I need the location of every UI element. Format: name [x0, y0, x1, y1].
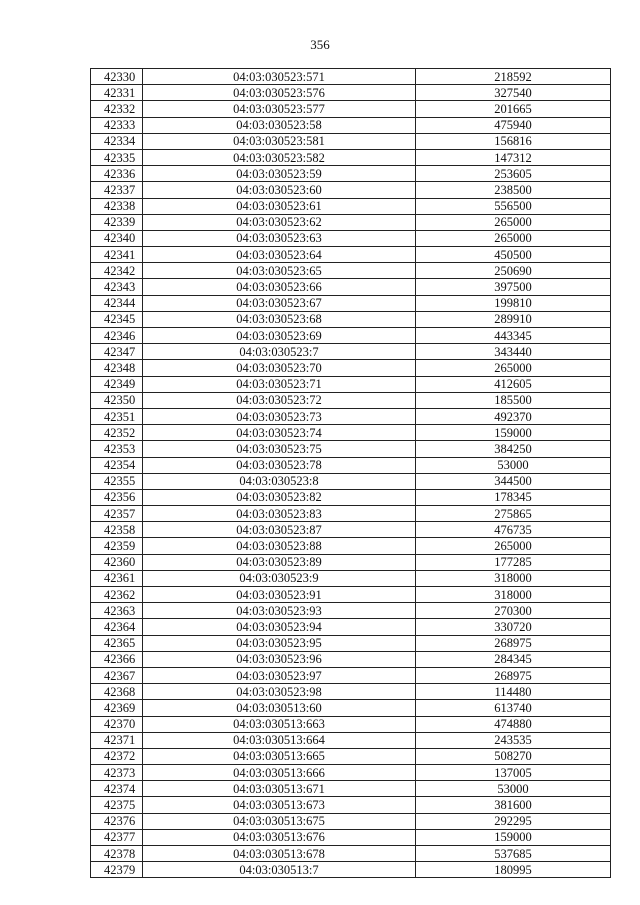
cadastral-number-cell: 04:03:030523:577 — [143, 101, 416, 117]
table-row — [91, 344, 611, 360]
table-row — [91, 230, 611, 246]
table-row — [91, 651, 611, 667]
cadastral-number-cell: 04:03:030523:66 — [143, 279, 416, 295]
table-row — [91, 570, 611, 586]
cadastral-number-cell: 04:03:030513:675 — [143, 813, 416, 829]
cadastral-value-cell: 147312 — [416, 149, 611, 165]
table-row — [91, 101, 611, 117]
table-row — [91, 408, 611, 424]
row-number-cell: 42366 — [91, 651, 143, 667]
cadastral-number-cell: 04:03:030523:73 — [143, 408, 416, 424]
cadastral-value-cell: 344500 — [416, 473, 611, 489]
row-number-cell: 42346 — [91, 328, 143, 344]
table-row — [91, 813, 611, 829]
table-row — [91, 829, 611, 845]
row-number-cell: 42354 — [91, 457, 143, 473]
cadastral-value-cell: 218592 — [416, 69, 611, 85]
table-row — [91, 328, 611, 344]
cadastral-number-cell: 04:03:030523:7 — [143, 344, 416, 360]
table-row — [91, 619, 611, 635]
row-number-cell: 42368 — [91, 684, 143, 700]
table-row — [91, 587, 611, 603]
cadastral-value-cell: 270300 — [416, 603, 611, 619]
cadastral-value-cell: 265000 — [416, 360, 611, 376]
cadastral-number-cell: 04:03:030513:60 — [143, 700, 416, 716]
cadastral-value-cell: 475940 — [416, 117, 611, 133]
cadastral-value-cell: 265000 — [416, 230, 611, 246]
row-number-cell: 42367 — [91, 667, 143, 683]
cadastral-value-cell: 284345 — [416, 651, 611, 667]
row-number-cell: 42374 — [91, 781, 143, 797]
table-row — [91, 441, 611, 457]
row-number-cell: 42370 — [91, 716, 143, 732]
row-number-cell: 42345 — [91, 311, 143, 327]
table-row — [91, 279, 611, 295]
table-row — [91, 247, 611, 263]
cadastral-number-cell: 04:03:030513:671 — [143, 781, 416, 797]
table-row — [91, 765, 611, 781]
row-number-cell: 42348 — [91, 360, 143, 376]
row-number-cell: 42340 — [91, 230, 143, 246]
row-number-cell: 42336 — [91, 166, 143, 182]
cadastral-number-cell: 04:03:030523:97 — [143, 667, 416, 683]
cadastral-number-cell: 04:03:030513:664 — [143, 732, 416, 748]
cadastral-number-cell: 04:03:030523:89 — [143, 554, 416, 570]
cadastral-number-cell: 04:03:030523:576 — [143, 85, 416, 101]
cadastral-number-cell: 04:03:030523:65 — [143, 263, 416, 279]
cadastral-number-cell: 04:03:030523:70 — [143, 360, 416, 376]
cadastral-value-cell: 156816 — [416, 133, 611, 149]
cadastral-value-cell: 476735 — [416, 522, 611, 538]
row-number-cell: 42373 — [91, 765, 143, 781]
cadastral-value-cell: 275865 — [416, 506, 611, 522]
row-number-cell: 42369 — [91, 700, 143, 716]
cadastral-number-cell: 04:03:030523:91 — [143, 587, 416, 603]
cadastral-number-cell: 04:03:030523:63 — [143, 230, 416, 246]
cadastral-number-cell: 04:03:030523:8 — [143, 473, 416, 489]
cadastral-value-cell: 253605 — [416, 166, 611, 182]
table-row — [91, 538, 611, 554]
cadastral-value-cell: 508270 — [416, 748, 611, 764]
cadastral-number-cell: 04:03:030523:62 — [143, 214, 416, 230]
cadastral-value-cell: 238500 — [416, 182, 611, 198]
row-number-cell: 42332 — [91, 101, 143, 117]
cadastral-number-cell: 04:03:030523:74 — [143, 425, 416, 441]
row-number-cell: 42372 — [91, 748, 143, 764]
table-row — [91, 716, 611, 732]
row-number-cell: 42360 — [91, 554, 143, 570]
cadastral-number-cell: 04:03:030523:82 — [143, 489, 416, 505]
cadastral-value-cell: 384250 — [416, 441, 611, 457]
cadastral-value-cell: 53000 — [416, 781, 611, 797]
cadastral-value-cell: 443345 — [416, 328, 611, 344]
table-row — [91, 667, 611, 683]
table-body — [91, 69, 611, 878]
cadastral-number-cell: 04:03:030513:665 — [143, 748, 416, 764]
cadastral-number-cell: 04:03:030523:59 — [143, 166, 416, 182]
row-number-cell: 42355 — [91, 473, 143, 489]
row-number-cell: 42362 — [91, 587, 143, 603]
row-number-cell: 42357 — [91, 506, 143, 522]
table-row — [91, 117, 611, 133]
row-number-cell: 42349 — [91, 376, 143, 392]
cadastral-value-cell: 268975 — [416, 667, 611, 683]
cadastral-number-cell: 04:03:030523:71 — [143, 376, 416, 392]
cadastral-value-cell: 265000 — [416, 214, 611, 230]
table-row — [91, 263, 611, 279]
row-number-cell: 42350 — [91, 392, 143, 408]
cadastral-number-cell: 04:03:030523:67 — [143, 295, 416, 311]
cadastral-value-cell: 199810 — [416, 295, 611, 311]
cadastral-value-cell: 292295 — [416, 813, 611, 829]
cadastral-value-cell: 265000 — [416, 538, 611, 554]
cadastral-number-cell: 04:03:030523:582 — [143, 149, 416, 165]
table-row — [91, 473, 611, 489]
cadastral-number-cell: 04:03:030523:94 — [143, 619, 416, 635]
cadastral-number-cell: 04:03:030523:88 — [143, 538, 416, 554]
cadastral-value-cell: 250690 — [416, 263, 611, 279]
cadastral-number-cell: 04:03:030523:75 — [143, 441, 416, 457]
row-number-cell: 42352 — [91, 425, 143, 441]
cadastral-value-cell: 397500 — [416, 279, 611, 295]
cadastral-number-cell: 04:03:030523:64 — [143, 247, 416, 263]
row-number-cell: 42343 — [91, 279, 143, 295]
cadastral-number-cell: 04:03:030523:9 — [143, 570, 416, 586]
cadastral-value-cell: 289910 — [416, 311, 611, 327]
cadastral-number-cell: 04:03:030523:68 — [143, 311, 416, 327]
cadastral-value-cell: 159000 — [416, 829, 611, 845]
table-row — [91, 376, 611, 392]
cadastral-value-cell: 330720 — [416, 619, 611, 635]
row-number-cell: 42371 — [91, 732, 143, 748]
cadastral-value-cell: 180995 — [416, 862, 611, 878]
table-row — [91, 862, 611, 878]
table-row — [91, 781, 611, 797]
row-number-cell: 42344 — [91, 295, 143, 311]
cadastral-number-cell: 04:03:030523:87 — [143, 522, 416, 538]
cadastral-value-cell: 243535 — [416, 732, 611, 748]
cadastral-number-cell: 04:03:030523:98 — [143, 684, 416, 700]
cadastral-value-cell: 185500 — [416, 392, 611, 408]
row-number-cell: 42353 — [91, 441, 143, 457]
table-row — [91, 748, 611, 764]
cadastral-number-cell: 04:03:030523:58 — [143, 117, 416, 133]
cadastral-number-cell: 04:03:030523:95 — [143, 635, 416, 651]
cadastral-number-cell: 04:03:030523:61 — [143, 198, 416, 214]
cadastral-number-cell: 04:03:030513:666 — [143, 765, 416, 781]
cadastral-value-cell: 201665 — [416, 101, 611, 117]
table-row — [91, 149, 611, 165]
row-number-cell: 42358 — [91, 522, 143, 538]
row-number-cell: 42379 — [91, 862, 143, 878]
cadastral-value-cell: 268975 — [416, 635, 611, 651]
table-row — [91, 684, 611, 700]
table-row — [91, 166, 611, 182]
table-row — [91, 554, 611, 570]
row-number-cell: 42356 — [91, 489, 143, 505]
table-row — [91, 85, 611, 101]
table-row — [91, 311, 611, 327]
row-number-cell: 42330 — [91, 69, 143, 85]
row-number-cell: 42376 — [91, 813, 143, 829]
row-number-cell: 42339 — [91, 214, 143, 230]
table-row — [91, 457, 611, 473]
cadastral-value-table — [90, 68, 611, 878]
table-row — [91, 69, 611, 85]
cadastral-value-cell: 474880 — [416, 716, 611, 732]
cadastral-number-cell: 04:03:030523:60 — [143, 182, 416, 198]
cadastral-value-cell: 412605 — [416, 376, 611, 392]
table-row — [91, 489, 611, 505]
cadastral-number-cell: 04:03:030513:7 — [143, 862, 416, 878]
cadastral-value-cell: 492370 — [416, 408, 611, 424]
cadastral-value-cell: 178345 — [416, 489, 611, 505]
row-number-cell: 42359 — [91, 538, 143, 554]
row-number-cell: 42363 — [91, 603, 143, 619]
row-number-cell: 42338 — [91, 198, 143, 214]
row-number-cell: 42335 — [91, 149, 143, 165]
row-number-cell: 42342 — [91, 263, 143, 279]
cadastral-number-cell: 04:03:030523:93 — [143, 603, 416, 619]
cadastral-value-cell: 318000 — [416, 587, 611, 603]
table-row — [91, 506, 611, 522]
cadastral-value-cell: 137005 — [416, 765, 611, 781]
table-row — [91, 392, 611, 408]
cadastral-value-cell: 556500 — [416, 198, 611, 214]
cadastral-value-cell: 159000 — [416, 425, 611, 441]
row-number-cell: 42341 — [91, 247, 143, 263]
table-row — [91, 635, 611, 651]
cadastral-number-cell: 04:03:030523:96 — [143, 651, 416, 667]
cadastral-value-cell: 114480 — [416, 684, 611, 700]
cadastral-number-cell: 04:03:030513:673 — [143, 797, 416, 813]
cadastral-value-cell: 343440 — [416, 344, 611, 360]
row-number-cell: 42375 — [91, 797, 143, 813]
row-number-cell: 42337 — [91, 182, 143, 198]
cadastral-number-cell: 04:03:030523:571 — [143, 69, 416, 85]
row-number-cell: 42351 — [91, 408, 143, 424]
table-row — [91, 846, 611, 862]
cadastral-number-cell: 04:03:030523:581 — [143, 133, 416, 149]
cadastral-value-cell: 327540 — [416, 85, 611, 101]
table-row — [91, 797, 611, 813]
cadastral-number-cell: 04:03:030523:72 — [143, 392, 416, 408]
cadastral-number-cell: 04:03:030523:83 — [143, 506, 416, 522]
cadastral-number-cell: 04:03:030523:78 — [143, 457, 416, 473]
cadastral-value-cell: 177285 — [416, 554, 611, 570]
table-row — [91, 133, 611, 149]
table-row — [91, 198, 611, 214]
cadastral-value-cell: 381600 — [416, 797, 611, 813]
table-row — [91, 182, 611, 198]
row-number-cell: 42364 — [91, 619, 143, 635]
row-number-cell: 42331 — [91, 85, 143, 101]
row-number-cell: 42361 — [91, 570, 143, 586]
cadastral-number-cell: 04:03:030513:663 — [143, 716, 416, 732]
cadastral-number-cell: 04:03:030513:676 — [143, 829, 416, 845]
row-number-cell: 42334 — [91, 133, 143, 149]
table-row — [91, 700, 611, 716]
cadastral-number-cell: 04:03:030523:69 — [143, 328, 416, 344]
table-row — [91, 425, 611, 441]
cadastral-value-cell: 318000 — [416, 570, 611, 586]
table-row — [91, 603, 611, 619]
row-number-cell: 42333 — [91, 117, 143, 133]
row-number-cell: 42377 — [91, 829, 143, 845]
table-row — [91, 295, 611, 311]
table-row — [91, 214, 611, 230]
table-row — [91, 732, 611, 748]
cadastral-value-cell: 537685 — [416, 846, 611, 862]
table-row — [91, 522, 611, 538]
table-row — [91, 360, 611, 376]
row-number-cell: 42378 — [91, 846, 143, 862]
row-number-cell: 42347 — [91, 344, 143, 360]
cadastral-value-cell: 613740 — [416, 700, 611, 716]
cadastral-value-cell: 53000 — [416, 457, 611, 473]
cadastral-number-cell: 04:03:030513:678 — [143, 846, 416, 862]
page-number: 356 — [310, 37, 330, 52]
row-number-cell: 42365 — [91, 635, 143, 651]
cadastral-value-cell: 450500 — [416, 247, 611, 263]
